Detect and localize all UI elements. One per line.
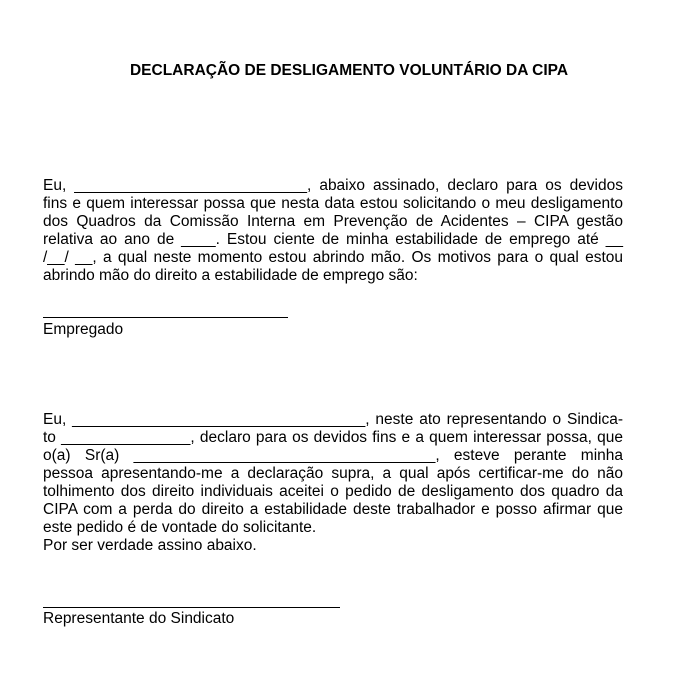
paragraph-line: fins e quem interessar possa que nesta data estou solicitando o meu desligamento <box>43 195 623 212</box>
paragraph-line: abrindo mão do direito a estabilidade de emprego são: <box>43 267 418 284</box>
paragraph-line: Eu, ___________________________, abaixo assinado, declaro para os devidos <box>43 177 623 194</box>
paragraph-line: /__/ __, a qual neste momento estou abrindo mão. Os motivos para o qual estou <box>43 249 623 266</box>
document-title: DECLARAÇÃO DE DESLIGAMENTO VOLUNTÁRIO DA CIPA <box>129 62 569 79</box>
paragraph-line: to _______________, declaro para os devidos fins e a quem interessar possa, que <box>43 429 623 446</box>
paragraph-line: CIPA com a perda do direito a estabilidade deste trabalhador e posso afirmar que <box>43 501 623 518</box>
paragraph-line: tolhimento dos direito individuais aceitei o pedido de desligamento dos quadro da <box>43 483 623 500</box>
paragraph-line: Eu, __________________________________, neste ato representando o Sindica- <box>43 411 623 428</box>
paragraph-line: Por ser verdade assino abaixo. <box>43 537 257 554</box>
employee-signature-label: Empregado <box>43 321 124 338</box>
paragraph-line: pessoa apresentando-me a declaração supra, a qual após certificar-me do não <box>43 465 623 482</box>
declaration-paragraph-union <box>43 411 623 555</box>
employee-signature-line <box>43 317 288 318</box>
declaration-paragraph-employee <box>43 177 623 285</box>
paragraph-line: relativa ao ano de ____. Estou ciente de minha estabilidade de emprego até __ <box>43 231 623 248</box>
paragraph-line: dos Quadros da Comissão Interna em Prevenção de Acidentes – CIPA gestão <box>43 213 623 230</box>
paragraph-line: o(a) Sr(a) ___________________________________, esteve perante minha <box>43 447 623 464</box>
union-signature-line <box>43 607 340 608</box>
union-signature-label: Representante do Sindicato <box>43 610 235 627</box>
paragraph-line: este pedido é de vontade do solicitante. <box>43 519 317 536</box>
